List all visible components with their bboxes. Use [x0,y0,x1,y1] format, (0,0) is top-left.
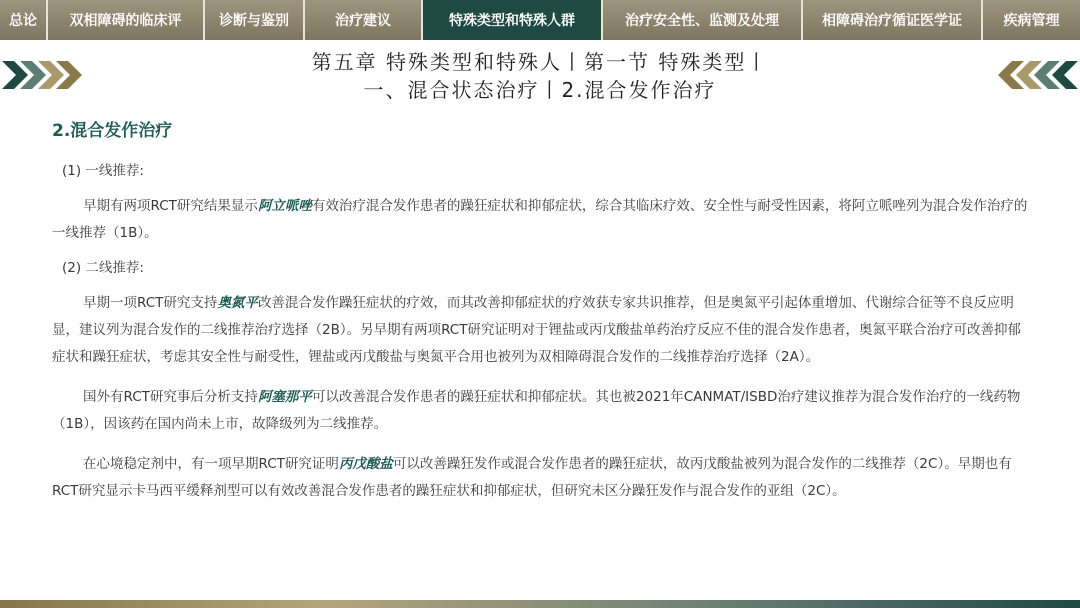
paragraph-valproate: 在心境稳定剂中，有一项早期RCT研究证明丙戊酸盐可以改善躁狂发作或混合发作患者的躁狂症状，故丙戊酸盐被列为混合发作的二线推荐（2C）。早期也有RCT研究显示卡马西平缓释剂型可以有效改善混合发作患者的躁狂症状和抑郁症状，但研究未区分躁狂发作与混合发作的亚组（2C）。 [52,456,1012,499]
drug-name-highlight: 奥氮平 [217,295,258,311]
tab-treatment[interactable]: 治疗建议 [305,0,423,40]
title-line-2: 一、混合状态治疗丨2.混合发作治疗 [363,78,717,102]
page-title [200,48,880,104]
tab-overview[interactable]: 总论 [0,0,48,40]
tab-disease-management[interactable]: 疾病管理 [983,0,1080,40]
content-body [52,158,1032,505]
drug-name-highlight: 丙戊酸盐 [338,456,393,472]
tab-special-types[interactable]: 特殊类型和特殊人群 [423,0,603,40]
chevron-right-decor-icon [2,61,82,89]
bottom-decor-bar [0,600,1080,608]
top-navigation [0,0,1080,40]
first-line-label: (1) 一线推荐: [62,163,144,179]
tab-evidence-based[interactable]: 相障碍治疗循证医学证 [803,0,983,40]
chevron-left-decor-icon [998,61,1078,89]
title-line-1: 第五章 特殊类型和特殊人丨第一节 特殊类型丨 [311,50,769,74]
paragraph-olanzapine: 早期一项RCT研究支持奥氮平改善混合发作躁狂症状的疗效，而其改善抑郁症状的疗效获专家共识推荐，但是奥氮平引起体重增加、代谢综合征等不良反应明显，建议列为混合发作的二线推荐治疗选择（2B）。另早期有两项RCT研究证明对于锂盐或丙戊酸盐单药治疗反应不佳的混合发作患者，奥氮平联合治疗可改善抑郁症状和躁狂症状，考虑其安全性与耐受性，锂盐或丙戊酸盐与奥氮平合用也被列为双相障碍混合发作的二线推荐治疗选择（2A）。 [52,295,1021,365]
drug-name-highlight: 阿立哌唑 [257,198,312,214]
second-line-label: (2) 二线推荐: [62,260,144,276]
paragraph-asenapine: 国外有RCT研究事后分析支持阿塞那平可以改善混合发作患者的躁狂症状和抑郁症状。其也被2021年CANMAT/ISBD治疗建议推荐为混合发作治疗的一线药物（1B），因该药在国内尚未上市，故降级列为二线推荐。 [52,389,1021,432]
paragraph-aripiprazole: 早期有两项RCT研究结果显示阿立哌唑有效治疗混合发作患者的躁狂症状和抑郁症状，综合其临床疗效、安全性与耐受性因素，将阿立哌唑列为混合发作治疗的一线推荐（1B）。 [52,198,1028,241]
tab-safety-monitoring[interactable]: 治疗安全性、监测及处理 [603,0,803,40]
tab-clinical-assessment[interactable]: 双相障碍的临床评 [48,0,205,40]
drug-name-highlight: 阿塞那平 [257,389,312,405]
tab-diagnosis[interactable]: 诊断与鉴别 [205,0,305,40]
section-heading: 2.混合发作治疗 [52,121,173,141]
